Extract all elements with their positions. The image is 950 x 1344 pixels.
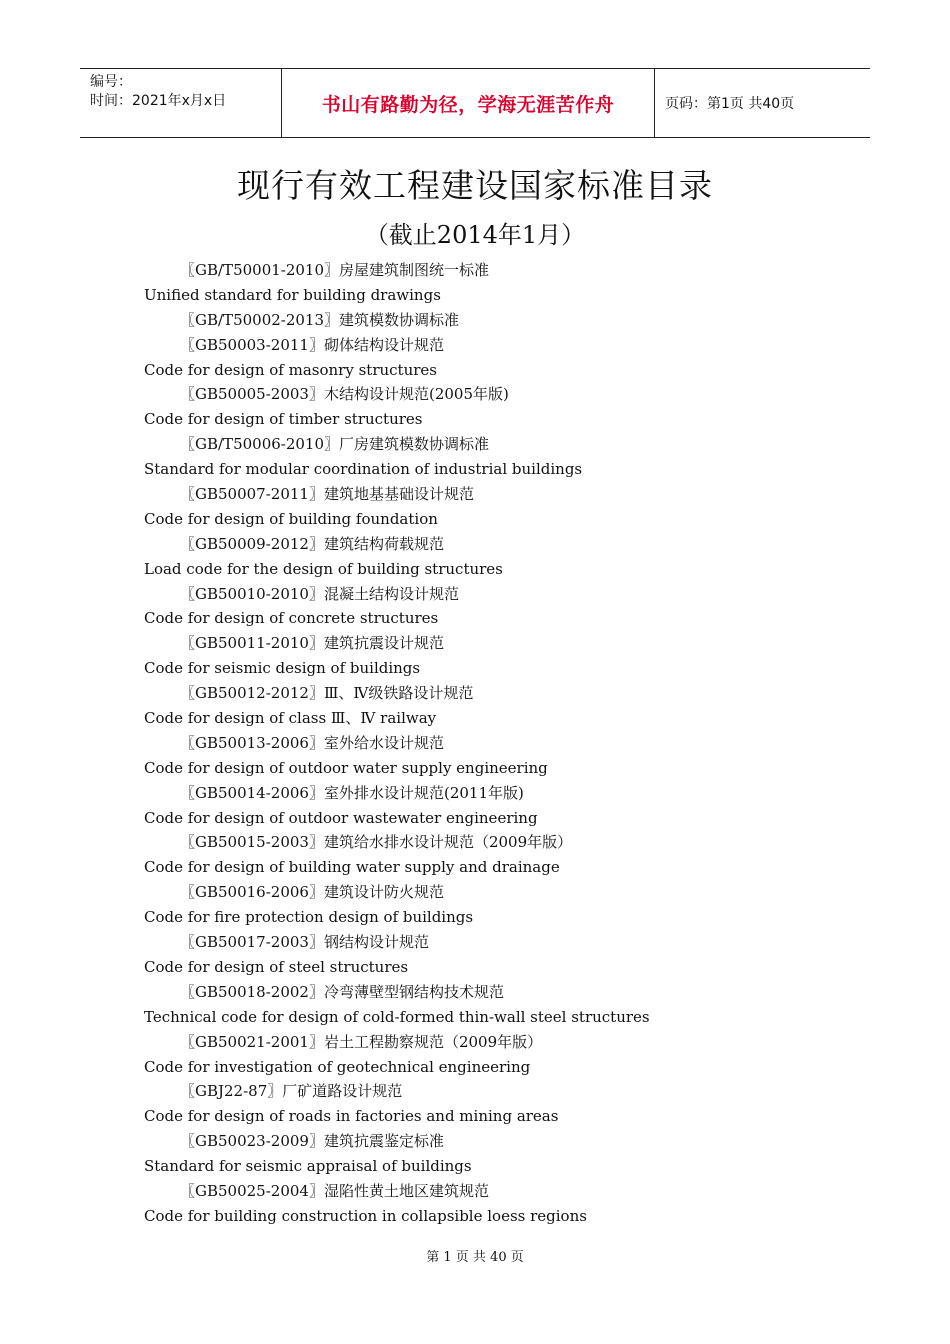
standard-code-entry: 〖GB/T50002-2013〗建筑模数协调标准 <box>180 310 460 329</box>
page-header <box>80 68 870 138</box>
standard-code-entry: 〖GBJ22-87〗厂矿道路设计规范 <box>180 1082 403 1101</box>
standard-code-entry: 〖GB50017-2003〗钢结构设计规范 <box>180 933 429 952</box>
standard-code-entry: 〖GB50007-2011〗建筑地基基础设计规范 <box>180 485 474 504</box>
standard-code-entry: 〖GB50012-2012〗Ⅲ、Ⅳ级铁路设计规范 <box>180 684 474 703</box>
standard-english-title: Code for design of class Ⅲ、Ⅳ railway <box>144 709 437 728</box>
standard-code-entry: 〖GB50009-2012〗建筑结构荷载规范 <box>180 534 444 553</box>
standard-english-title: Code for building construction in collapsible loess regions <box>144 1206 587 1225</box>
standard-english-title: Code for design of building foundation <box>144 509 438 528</box>
standard-code-entry: 〖GB50025-2004〗湿陷性黄土地区建筑规范 <box>180 1181 489 1200</box>
document-subtitle: （截止2014年1月） <box>364 221 586 249</box>
standard-english-title: Load code for the design of building structures <box>144 559 503 578</box>
standard-code-entry: 〖GB50011-2010〗建筑抗震设计规范 <box>180 634 444 653</box>
standards-list <box>144 258 864 1229</box>
date-label: 时间：2021年x月x日 <box>90 93 227 109</box>
standard-english-title: Standard for seismic appraisal of buildings <box>144 1157 472 1176</box>
document-title: 现行有效工程建设国家标准目录 <box>237 166 713 205</box>
standard-code-entry: 〖GB50005-2003〗木结构设计规范(2005年版) <box>180 385 509 404</box>
standard-english-title: Code for investigation of geotechnical engineering <box>144 1057 531 1076</box>
page-footer: 第 1 页 共 40 页 <box>426 1250 524 1265</box>
standard-code-entry: 〖GB50013-2006〗室外给水设计规范 <box>180 733 444 752</box>
standard-english-title: Code for design of outdoor wastewater engineering <box>144 808 538 827</box>
standard-english-title: Code for fire protection design of buildings <box>144 908 474 927</box>
standard-code-entry: 〖GB50003-2011〗砌体结构设计规范 <box>180 335 444 354</box>
standard-english-title: Code for design of concrete structures <box>144 609 439 628</box>
number-label: 编号： <box>90 74 132 90</box>
standard-code-entry: 〖GB50023-2009〗建筑抗震鉴定标准 <box>180 1132 444 1151</box>
standard-code-entry: 〖GB50014-2006〗室外排水设计规范(2011年版) <box>180 783 524 802</box>
standard-english-title: Standard for modular coordination of industrial buildings <box>144 460 583 479</box>
standard-english-title: Code for design of roads in factories and mining areas <box>144 1107 559 1126</box>
standard-code-entry: 〖GB/T50006-2010〗厂房建筑模数协调标准 <box>180 435 490 454</box>
standard-english-title: Code for seismic design of buildings <box>144 659 421 678</box>
standard-english-title: Code for design of masonry structures <box>144 360 437 379</box>
standard-code-entry: 〖GB50010-2010〗混凝土结构设计规范 <box>180 584 459 603</box>
standard-english-title: Code for design of outdoor water supply engineering <box>144 758 548 777</box>
standard-code-entry: 〖GB/T50001-2010〗房屋建筑制图统一标准 <box>180 261 490 279</box>
standard-code-entry: 〖GB50018-2002〗冷弯薄壁型钢结构技术规范 <box>180 982 504 1001</box>
header-motto: 书山有路勤为径，学海无涯苦作舟 <box>281 69 655 137</box>
header-page-info: 页码：第1页 共40页 <box>665 96 795 112</box>
standard-english-title: Technical code for design of cold-formed thin-wall steel structures <box>144 1007 650 1026</box>
standard-code-entry: 〖GB50021-2001〗岩土工程勘察规范（2009年版） <box>180 1032 543 1051</box>
standard-english-title: Unified standard for building drawings <box>144 285 441 304</box>
standard-english-title: Code for design of timber structures <box>144 410 423 429</box>
standard-code-entry: 〖GB50015-2003〗建筑给水排水设计规范（2009年版） <box>180 833 573 852</box>
standard-english-title: Code for design of steel structures <box>144 957 409 976</box>
standard-code-entry: 〖GB50016-2006〗建筑设计防火规范 <box>180 883 444 902</box>
standard-english-title: Code for design of building water supply and drainage <box>144 858 560 877</box>
header-meta <box>80 69 281 137</box>
